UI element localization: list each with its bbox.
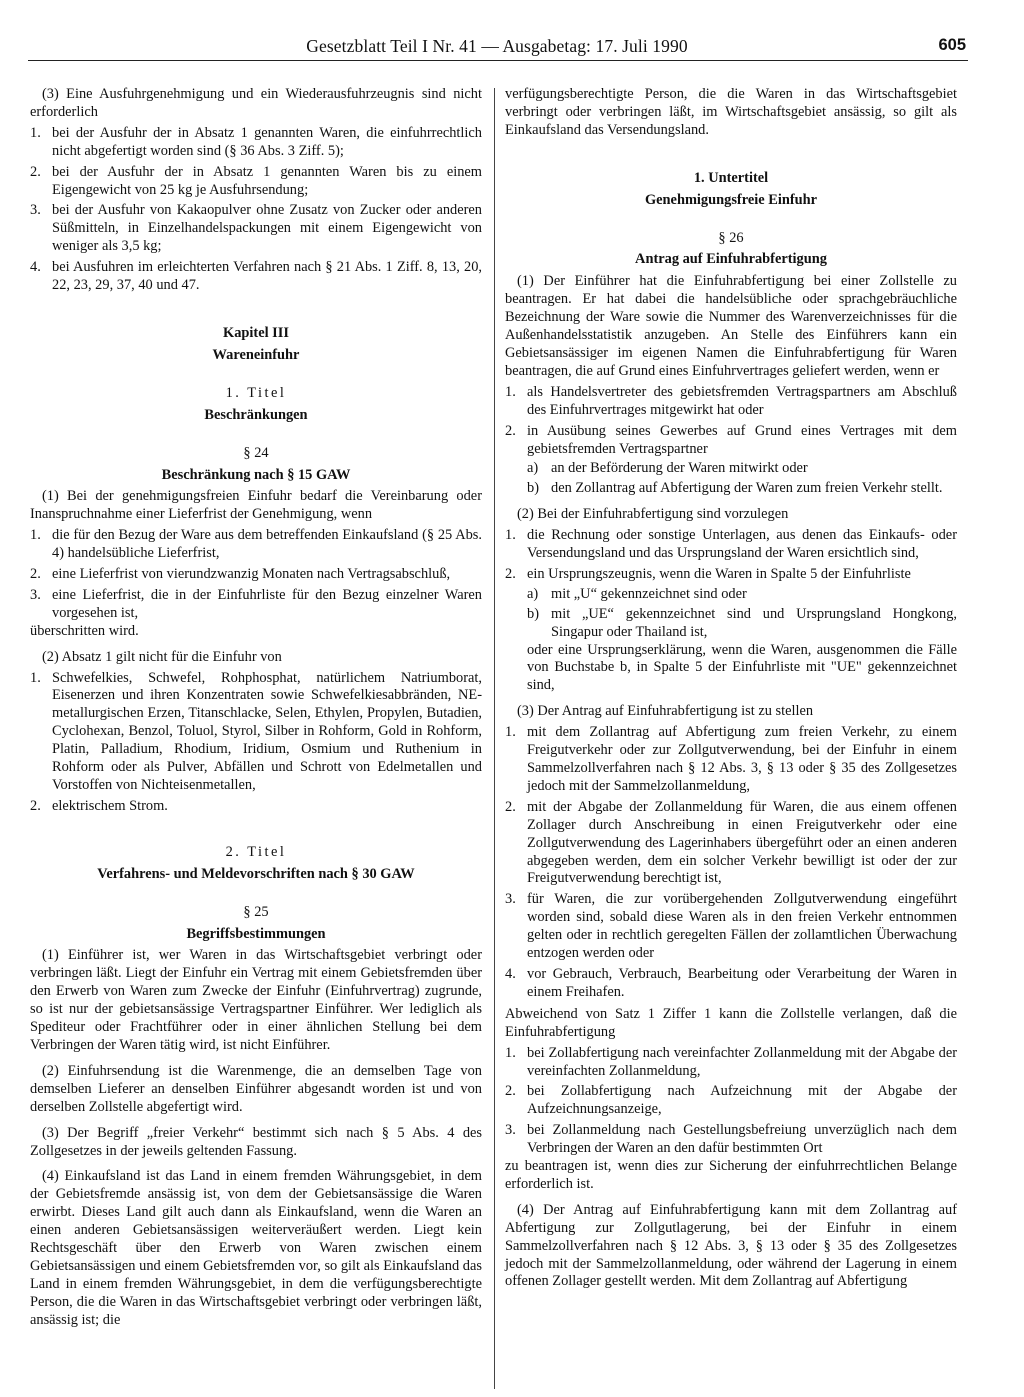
title-name: Verfahrens- und Meldevorschriften nach § 30 GAW <box>97 865 415 882</box>
paragraph: zu beantragen ist, wenn dies zur Sicherung der einfuhrrechtlichen Belange erforderlich ist. <box>505 1158 957 1192</box>
left-column <box>30 86 482 1330</box>
subtitle-heading: 1. Untertitel <box>693 169 769 186</box>
list-item: 3. eine Lieferfrist, die in der Einfuhrliste für den Bezug einzelner Waren vorgesehen ist, <box>30 586 482 621</box>
paragraph: (1) Bei der genehmigungsfreien Einfuhr bedarf die Vereinbarung oder Inanspruchnahme einer Lieferfrist der Genehmigung, wenn <box>30 488 482 523</box>
section-number: § 25 <box>243 903 269 920</box>
header-rule <box>28 60 968 61</box>
chapter-title: Wareneinfuhr <box>212 346 300 363</box>
section-title: Beschränkung nach § 15 GAW <box>161 466 351 483</box>
page-number: 605 <box>938 36 966 54</box>
paragraph: (1) Der Einführer hat die Einfuhrabfertigung bei einer Zollstelle zu beantragen. Er hat dabei die handelsübliche oder sprachgebräuchliche Bezeichnung der Ware sowie die Nummer des Warenverzeichnisses für die Außenhandelsstatistik anzugeben. An Stelle des Einführers kann ein Gebietsansässiger im eigenen Namen die Einfuhrabfertigung für Waren beantragen, die auf Grund eines Einfuhrvertrages geliefert werden, wenn er <box>505 273 957 379</box>
list-item: 2. bei der Ausfuhr der in Absatz 1 genannten Waren bis zu einem Eigengewicht von 25 kg je Ausfuhrsendung; <box>30 163 482 198</box>
sub-item: a) an der Beförderung der Waren mitwirkt oder <box>527 460 808 477</box>
right-column <box>505 86 957 1291</box>
chapter-heading: Kapitel III <box>223 324 289 341</box>
list-item: 1. als Handelsvertreter des gebietsfremden Vertragspartners am Abschluß des Einfuhrvertrages mitgewirkt hat oder <box>505 383 957 418</box>
paragraph: (4) Der Antrag auf Einfuhrabfertigung kann mit dem Zollantrag auf Abfertigung zur Zollgutlagerung, bei der Einfuhr in einem Sammelzollverfahren nach § 12 Abs. 3, § 13 oder § 35 des Zollgesetzes jedoch mit der Sammelzollanmeldung, oder während der Lagerung in einem offenen Zollager gestellt werden. Mit dem Zollantrag auf Abfertigung <box>505 1201 957 1290</box>
title-heading: 2. Titel <box>225 843 287 860</box>
sub-item: b) mit „UE“ gekennzeichnet sind und Ursprungsland Hongkong, Singapur oder Thailand ist, <box>527 605 957 640</box>
list-item: 2. in Ausübung seines Gewerbes auf Grund eines Vertrages mit dem gebietsfremden Vertragspartner <box>505 422 957 457</box>
list-item: 1. die Rechnung oder sonstige Unterlagen, aus denen das Einkaufs- oder Versendungsland und das Ursprungsland der Waren ersichtlich sind, <box>505 527 957 562</box>
list-item: 2. ein Ursprungszeugnis, wenn die Waren in Spalte 5 der Einfuhrliste <box>505 565 911 582</box>
paragraph: (2) Einfuhrsendung ist die Warenmenge, die an demselben Tage von demselben Lieferer an denselben Einführer abgesandt worden ist und von derselben Zollstelle abgefertigt wird. <box>30 1062 482 1115</box>
paragraph: verfügungsberechtigte Person, die die Waren in das Wirtschaftsgebiet verbringt oder verbringen läßt, im Wirtschaftsgebiet ansässig, so gilt als Einkaufsland das Versendungsland. <box>505 86 957 138</box>
paragraph: (3) Der Antrag auf Einfuhrabfertigung ist zu stellen <box>517 703 814 720</box>
subtitle-name: Genehmigungsfreie Einfuhr <box>644 191 818 208</box>
title-heading: 1. Titel <box>225 384 287 401</box>
section-title: Begriffsbestimmungen <box>186 925 326 942</box>
column-divider <box>494 88 495 1389</box>
page-header <box>28 34 966 60</box>
title-name: Beschränkungen <box>204 406 308 423</box>
list-item: 1. bei der Ausfuhr der in Absatz 1 genannten Waren, die einfuhrrechtlich nicht abgefertigt worden sind (§ 36 Abs. 3 Ziff. 5); <box>30 124 482 159</box>
paragraph: (1) Einführer ist, wer Waren in das Wirtschaftsgebiet verbringt oder verbringen läßt. Liegt der Einfuhr ein Vertrag mit einem Gebietsfremden über den Erwerb von Waren zum Zwecke der Einfuhr (Einfuhrvertrag) zugrunde, so ist nur der gebietsansässige Vertragspartner Einführer. Wer lediglich als Spediteur oder Frachtführer oder in einer ähnlichen Stellung bei dem Verbringen der Waren tätig wird, ist nicht Einführer. <box>30 947 482 1053</box>
paragraph: (2) Bei der Einfuhrabfertigung sind vorzulegen <box>517 506 789 523</box>
list-item: 2. bei Zollabfertigung nach Aufzeichnung mit der Abgabe der Aufzeichnungsanzeige, <box>505 1083 957 1118</box>
paragraph: (3) Eine Ausfuhrgenehmigung und ein Wiederausfuhrzeugnis sind nicht erforderlich <box>30 86 482 120</box>
section-number: § 24 <box>243 444 269 461</box>
paragraph: (3) Der Begriff „freier Verkehr“ bestimmt sich nach § 5 Abs. 4 des Zollgesetzes in der jeweils geltenden Fassung. <box>30 1124 482 1159</box>
list-item: 3. bei Zollanmeldung nach Gestellungsbefreiung unverzüglich nach dem Verbringen der Waren an den dafür bestimmten Ort <box>505 1122 957 1157</box>
section-title: Antrag auf Einfuhrabfertigung <box>635 251 827 268</box>
list-item: 1. die für den Bezug der Ware aus dem betreffenden Einkaufsland (§ 25 Abs. 4) handelsübliche Lieferfrist, <box>30 527 482 562</box>
list-item: 2. eine Lieferfrist von vierundzwanzig Monaten nach Vertragsabschluß, <box>30 566 451 583</box>
list-item: 1. bei Zollabfertigung nach vereinfachter Zollanmeldung mit der Abgabe der vereinfachten Zollanmeldung, <box>505 1044 957 1079</box>
paragraph: Abweichend von Satz 1 Ziffer 1 kann die Zollstelle verlangen, daß die Einfuhrabfertigung <box>505 1005 957 1040</box>
list-item: 1. mit dem Zollantrag auf Abfertigung zum freien Verkehr, zu einem Freigutverkehr oder zur Zollgutverwendung, bei der Einfuhr in einem Sammelzollverfahren nach § 12 Abs. 3, § 13 oder § 35 des Zollgesetzes jedoch mit der Sammelzollanmeldung, <box>505 724 957 794</box>
paragraph: (2) Absatz 1 gilt nicht für die Einfuhr von <box>42 648 282 665</box>
list-item: 3. für Waren, die zur vorübergehenden Zollgutverwendung eingeführt worden sind, sobald diese Waren als in den freien Verkehr entnommen gelten oder in rechtlich geregelten Fällen der zollamtlichen Überwachung entzogen werden oder <box>505 891 957 962</box>
paragraph: überschritten wird. <box>30 622 139 639</box>
list-item: 2. mit der Abgabe der Zollanmeldung für Waren, die aus einem offenen Zollager durch Anschreibung in einen Freigutverkehr oder eine Zollgutverwendung des Lagerinhabers übergeführt oder an einen anderen abgegeben werden, dem ein solcher Verkehr bewilligt ist oder der zur Freigutverwendung berechtigt ist, <box>505 798 957 887</box>
list-item: 2. elektrischem Strom. <box>30 797 168 814</box>
paragraph: oder eine Ursprungserklärung, wenn die Waren, ausgenommen die Fälle von Buchstabe b, in Spalte 5 der Einfuhrliste mit "UE" gekennzeichnet sind, <box>527 641 957 694</box>
list-item: 4. vor Gebrauch, Verbrauch, Bearbeitung oder Verarbeitung der Waren in einem Freihafen. <box>505 965 957 1000</box>
section-number: § 26 <box>718 229 744 246</box>
list-item: 3. bei der Ausfuhr von Kakaopulver ohne Zusatz von Zucker oder anderen Süßmitteln, in Einzelhandelspackungen mit einem Eigengewicht von weniger als 3,5 kg; <box>30 202 482 255</box>
list-item: 1. Schwefelkies, Schwefel, Rohphosphat, natürlichem Natriumborat, Eisenerzen und ihren Konzentraten sowie Schwefelkiesabbränden, NE-metallurgischen Erzen, Titanschlacke, Selen, Ethylen, Propylen, Butadien, Cyclohexan, Benzol, Toluol, Styrol, Silber in Rohform, Gold in Rohform, Platin, Palladium, Rhodium, Iridium, Osmium und Ruthenium in Rohform oder als Pulver, Abfällen und Schrott von Edelmetallen und Vorstoffen von Nichteisenmetallen, <box>30 669 482 793</box>
paragraph: (4) Einkaufsland ist das Land in einem fremden Währungsgebiet, in dem der Gebietsfremde ansässig ist, von dem der Gebietsansässige die Waren erwirbt. Dieses Land gilt auch dann als Einkaufsland, wenn die Waren an einen anderen Gebietsansässigen weiterveräußert werden. Liegt kein Rechtsgeschäft über den Erwerb von Waren zwischen einem Gebietsansässigen und einem Gebietsfremden vor, so gilt als Einkaufsland das Land in einem fremden Währungsgebiet, in dem die verfügungsberechtigte Person, die die Waren in das Wirtschaftsgebiet verbringt oder verbringen läßt, ansässig ist; die <box>30 1168 482 1328</box>
sub-item: a) mit „U“ gekennzeichnet sind oder <box>527 585 747 602</box>
header-title: Gesetzblatt Teil I Nr. 41 — Ausgabetag: 17. Juli 1990 <box>306 36 688 56</box>
sub-item: b) den Zollantrag auf Abfertigung der Waren zum freien Verkehr stellt. <box>527 480 943 497</box>
list-item: 4. bei Ausfuhren im erleichterten Verfahren nach § 21 Abs. 1 Ziff. 8, 13, 20, 22, 23, 29, 37, 40 und 47. <box>30 259 482 294</box>
